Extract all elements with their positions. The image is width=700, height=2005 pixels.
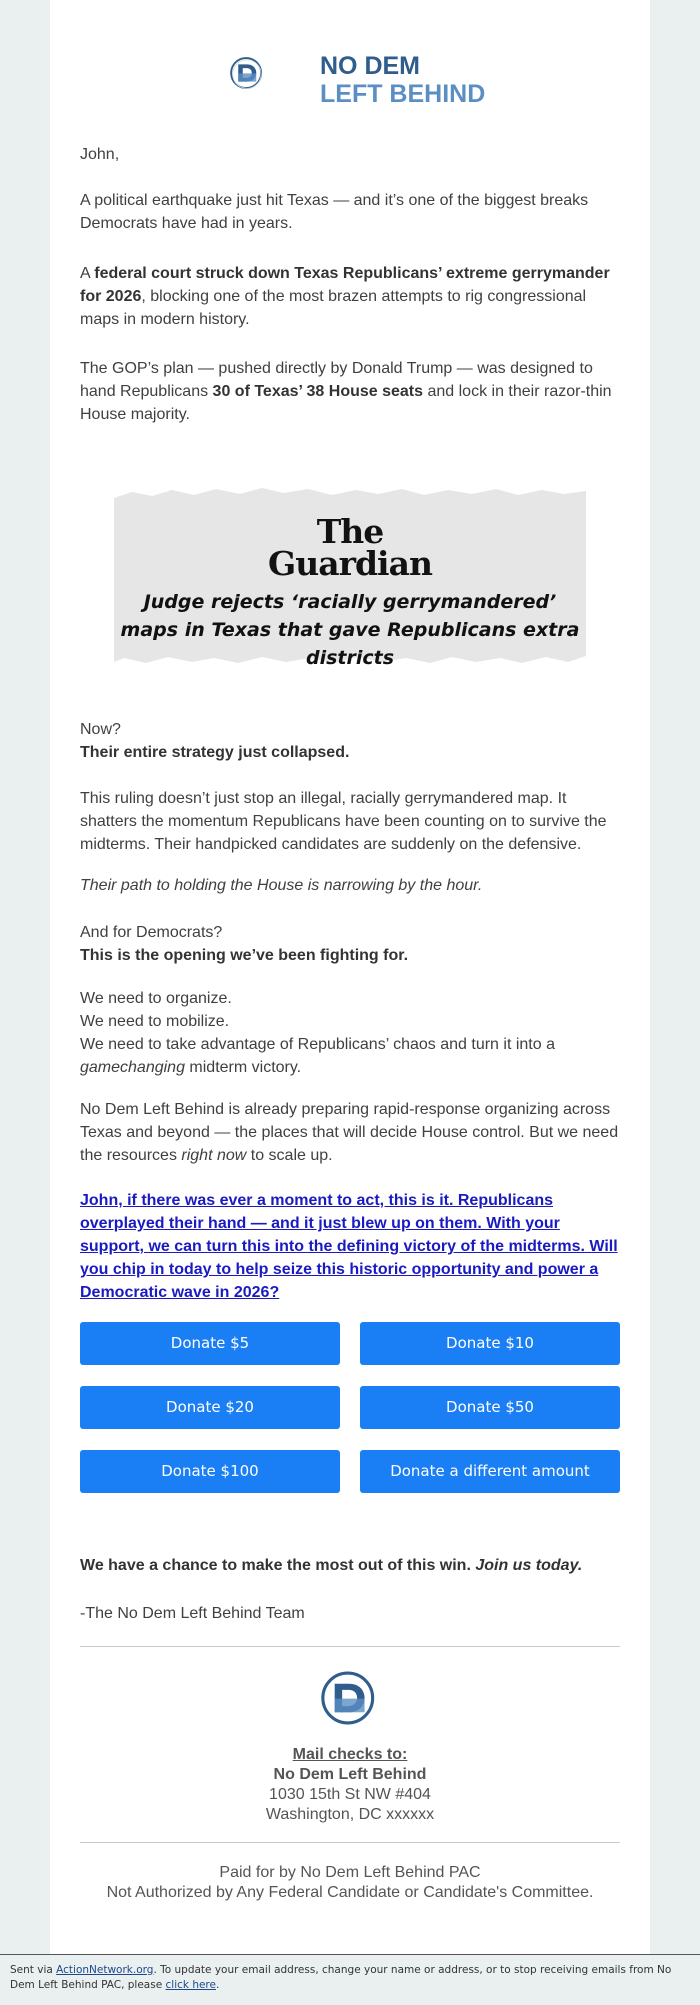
footer-text — [10, 1963, 690, 1993]
footer-text-c: . — [215, 1979, 220, 1991]
email-footer-bar — [0, 1954, 700, 2005]
actionnetwork-link[interactable]: ActionNetwork.org — [56, 1964, 154, 1976]
closing-bold-italic: Join us today. — [475, 1557, 583, 1574]
p2-bold: federal court struck down Texas Republicans’ extreme gerrymander for 2026 — [80, 265, 610, 305]
paragraph-resources — [80, 1098, 625, 1167]
brand-wordmark — [320, 52, 485, 108]
mail-heading: Mail checks to: — [292, 1746, 408, 1763]
closing-bold: We have a chance to make the most out of this win. — [80, 1557, 476, 1574]
mail-city: Washington, DC xxxxxx — [265, 1806, 435, 1823]
signature: -The No Dem Left Behind Team — [80, 1605, 305, 1622]
paragraph-narrowing: Their path to holding the House is narrowing by the hour. — [80, 877, 483, 894]
donate-other-amount-button[interactable]: Donate a different amount — [360, 1450, 620, 1493]
guardian-headline: Judge rejects ‘racially gerrymandered’ maps in Texas that gave Republicans extra districts — [120, 591, 580, 669]
p7-text-a: And for Democrats? — [80, 924, 223, 941]
closing-line — [80, 1554, 625, 1577]
footer-text-b: . To update your email address, change your name or address, or to stop receiving emails from No Dem Left Behind PAC, please — [10, 1964, 672, 1991]
brand-line-2: LEFT BEHIND — [320, 80, 486, 108]
p9-text-b: to scale up. — [246, 1147, 333, 1164]
guardian-logo-line-1: The — [316, 512, 384, 551]
p8-line-1: We need to organize. — [80, 990, 232, 1007]
mail-org: No Dem Left Behind — [273, 1766, 427, 1783]
donate-100-button[interactable]: Donate $100 — [80, 1450, 340, 1493]
divider-top — [80, 1646, 620, 1647]
brand-line-1: NO DEM — [320, 52, 420, 80]
p9-italic: right now — [181, 1147, 247, 1164]
paragraph-court — [80, 262, 625, 331]
p2-text-b: , blocking one of the most brazen attempts to rig congressional maps in modern history. — [80, 288, 587, 328]
donate-5-button[interactable]: Donate $5 — [80, 1322, 340, 1365]
p4-text-a: Now? — [80, 721, 121, 738]
paragraph-ruling: This ruling doesn’t just stop an illegal, racially gerrymandered map. It shatters the momentum Republicans have been counting on to survive the midterms. Their handpicked candidates are suddenly on the defensive. — [80, 790, 607, 853]
paragraph-democrats — [80, 921, 625, 967]
footer-text-a: Sent via — [10, 1964, 57, 1976]
donate-cta-link[interactable]: John, if there was ever a moment to act, this is it. Republicans overplayed their hand — and it just blew up on them. With your support, we can turn this into the defining victory of the midterms. Will you chip in today to help seize this historic opportunity and power a Democratic wave in 2026? — [80, 1192, 618, 1301]
p9-text-a: No Dem Left Behind is already preparing rapid-response organizing across Texas and beyond — the places that will decide House control. But we need the resources — [80, 1101, 619, 1164]
divider-bottom — [80, 1842, 620, 1843]
p8-line-2: We need to mobilize. — [80, 1013, 230, 1030]
greeting: John, — [80, 146, 120, 163]
p8-line-3: We need to take advantage of Republicans’ chaos and turn it into a — [80, 1036, 555, 1053]
p7-bold: This is the opening we’ve been fighting for. — [80, 947, 409, 964]
p8-line-3-end: midterm victory. — [184, 1059, 302, 1076]
donate-20-button[interactable]: Donate $20 — [80, 1386, 340, 1429]
disclaimer — [80, 1863, 620, 1903]
no-dem-left-behind-logo — [230, 28, 320, 118]
p2-text-a: A — [80, 265, 95, 282]
paragraph-organize — [80, 987, 625, 1079]
paragraph-earthquake: A political earthquake just hit Texas — and it’s one of the biggest breaks Democrats have had in years. — [80, 192, 589, 232]
guardian-logo-line-2: Guardian — [268, 544, 432, 583]
p8-italic: gamechanging — [80, 1059, 185, 1076]
paragraph-now — [80, 718, 625, 764]
footer-logo-icon — [321, 1670, 377, 1726]
p3-text-a: The GOP’s plan — pushed directly by Donald Trump — was designed to hand Republicans — [80, 360, 593, 400]
p3-bold: 30 of Texas’ 38 House seats — [212, 383, 424, 400]
donate-10-button[interactable]: Donate $10 — [360, 1322, 620, 1365]
paragraph-gop-plan — [80, 357, 625, 426]
p3-text-b: and lock in their razor-thin House majority. — [80, 383, 612, 423]
donate-50-button[interactable]: Donate $50 — [360, 1386, 620, 1429]
p4-bold: Their entire strategy just collapsed. — [80, 744, 350, 761]
unsubscribe-link[interactable]: click here — [165, 1979, 216, 1991]
disclaimer-line-2: Not Authorized by Any Federal Candidate or Candidate's Committee. — [106, 1884, 594, 1901]
mail-address-block — [80, 1745, 620, 1825]
mail-street: 1030 15th St NW #404 — [269, 1786, 431, 1803]
guardian-logo — [112, 512, 588, 583]
disclaimer-line-1: Paid for by No Dem Left Behind PAC — [219, 1864, 481, 1881]
